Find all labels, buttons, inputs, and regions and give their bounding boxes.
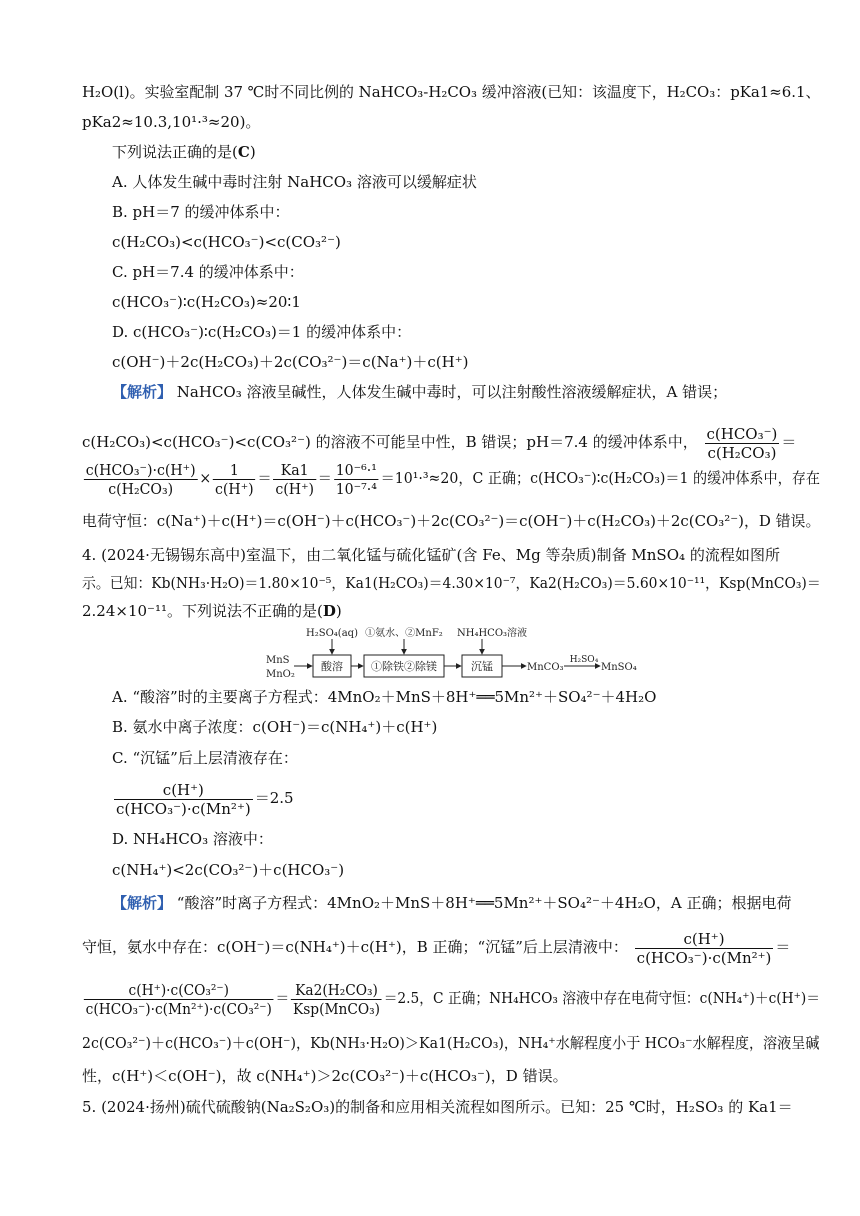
q4-analysis-line-5: 性，c(H⁺)＜c(OH⁻)，故 c(NH₄⁺)＞2c(CO₃²⁻)＋c(HCO₃⁻)，D 错误。 — [82, 1067, 568, 1085]
fraction-denominator: Ksp(MnCO₃) — [292, 999, 381, 1018]
q3-analysis-text-2: c(H₂CO₃)<c(HCO₃⁻)<c(CO₃²⁻) 的溶液不可能呈中性，B 错误；pH＝7.4 的缓冲体系中， — [82, 433, 698, 451]
fraction-1 — [84, 461, 198, 498]
q3-option-d-label: D. c(HCO₃⁻)∶c(H₂CO₃)＝1 的缓冲体系中： — [112, 323, 412, 341]
intro-line-2: pKa2≈10.3,10¹·³≈20)。 — [82, 113, 261, 131]
fraction-2 — [291, 981, 382, 1018]
fraction-denominator: c(HCO₃⁻)·c(Mn²⁺) — [116, 799, 251, 818]
flow-box-remove-fe-mg-label: ①除铁②除镁 — [371, 660, 437, 673]
q3-option-c-label: C. pH＝7.4 的缓冲体系中： — [112, 263, 304, 281]
flow-reagent-2: ①氨水、②MnF₂ — [365, 628, 443, 639]
fraction-denominator: c(HCO₃⁻)·c(Mn²⁺)·c(CO₃²⁻) — [85, 999, 272, 1018]
q3-option-b-expr: c(H₂CO₃)<c(HCO₃⁻)<c(CO₃²⁻) — [112, 233, 341, 251]
fraction-numerator: c(H⁺) — [635, 930, 774, 949]
fraction-denominator: c(H₂CO₃) — [108, 479, 174, 498]
q4-option-d-expr: c(NH₄⁺)<2c(CO₃²⁻)＋c(HCO₃⁻) — [112, 861, 345, 879]
q3-stem-suffix: ) — [249, 143, 256, 161]
flow-box-precipitate-mn-label: 沉锰 — [471, 660, 493, 673]
q4-option-c-fraction — [114, 781, 253, 818]
q3-option-d-expr: c(OH⁻)＋2c(H₂CO₃)＋2c(CO₃²⁻)＝c(Na⁺)＋c(H⁺) — [112, 353, 469, 371]
q4-analysis-line-3 — [82, 976, 820, 1020]
q4-answer: D — [322, 602, 336, 620]
fraction-denominator: c(H⁺) — [215, 479, 254, 498]
q4-flow-diagram — [262, 624, 642, 686]
fraction-numerator: c(HCO₃⁻) — [706, 424, 778, 443]
flow-product-mnso4: MnSO₄ — [601, 662, 637, 673]
q3-option-c-expr: c(HCO₃⁻)∶c(H₂CO₃)≈20∶1 — [112, 293, 301, 311]
q4-stem-line-2: 示。已知：Kb(NH₃·H₂O)＝1.80×10⁻⁵，Ka1(H₂CO₃)＝4.30×10⁻⁷，Ka2(H₂CO₃)＝5.60×10⁻¹¹，Ksp(MnCO₃)＝ — [82, 574, 821, 592]
fraction-numerator: Ka1 — [273, 461, 315, 480]
fraction-numerator: 1 — [213, 461, 255, 480]
q3-answer: C — [237, 143, 250, 161]
q4-option-a: A. “酸溶”时的主要离子方程式：4MnO₂＋MnS＋8H⁺══5Mn²⁺＋SO₄²⁻＋4H₂O — [112, 688, 657, 706]
fraction-1 — [84, 981, 274, 1018]
fraction-numerator: c(H⁺) — [114, 781, 253, 800]
q3-stem — [112, 142, 256, 162]
q3-analysis-line-1 — [112, 382, 727, 402]
q4-option-c-expr — [112, 776, 294, 820]
equals-sign: ＝ — [775, 938, 791, 956]
q4-option-c-label: C. “沉锰”后上层清液存在： — [112, 749, 298, 767]
q4-analysis-line-4: 2c(CO₃²⁻)＋c(HCO₃⁻)＋c(OH⁻)，Kb(NH₃·H₂O)＞Ka1(H₂CO₃)，NH₄⁺水解程度小于 HCO₃⁻水解程度，溶液呈碱 — [82, 1034, 820, 1052]
q4-stem-line-1: 4. (2024·无锡锡东高中)室温下，由二氧化锰与硫化锰矿(含 Fe、Mg 等杂质)制备 MnSO₄ 的流程如图所 — [82, 546, 780, 564]
q3-analysis-text-3: ＝10¹·³≈20，C 正确；c(HCO₃⁻)∶c(H₂CO₃)＝1 的缓冲体系中，存在 — [380, 469, 821, 487]
equals-sign: ＝ — [257, 469, 272, 487]
q4-analysis-text-2: 守恒，氨水中存在：c(OH⁻)＝c(NH₄⁺)＋c(H⁺)，B 正确；“沉锰”后上层清液中： — [82, 938, 628, 956]
q4-analysis-line-2 — [82, 925, 790, 969]
q5-stem-line-1: 5. (2024·扬州)硫代硫酸钠(Na₂S₂O₃)的制备和应用相关流程如图所示。已知：25 ℃时，H₂SO₃ 的 Ka1＝ — [82, 1098, 793, 1116]
flow-product-mnco3: MnCO₃ — [527, 662, 564, 673]
fraction-2 — [213, 461, 255, 498]
q4-stem-prefix: 2.24×10⁻¹¹。下列说法不正确的是( — [82, 602, 323, 620]
q4-option-d-label: D. NH₄HCO₃ 溶液中： — [112, 830, 273, 848]
q4-option-c-value: ＝2.5 — [254, 789, 294, 807]
q4-ratio-fraction — [635, 930, 774, 967]
q3-stem-prefix: 下列说法正确的是( — [112, 143, 238, 161]
times-sign: × — [199, 469, 212, 487]
fraction-numerator: c(HCO₃⁻)·c(H⁺) — [85, 460, 196, 479]
q4-stem-suffix: ) — [335, 602, 342, 620]
flow-reagent-3: NH₄HCO₃溶液 — [456, 628, 528, 639]
flow-arrow-label: H₂SO₄ — [569, 655, 599, 665]
fraction-numerator: c(H⁺)·c(CO₃²⁻) — [84, 981, 274, 1000]
q3-analysis-line-3 — [82, 456, 820, 500]
flow-input-mno2: MnO₂ — [266, 669, 295, 680]
equals-sign: ＝ — [781, 433, 797, 451]
q3-option-a: A. 人体发生碱中毒时注射 NaHCO₃ 溶液可以缓解症状 — [112, 173, 477, 191]
fraction-3 — [273, 461, 315, 498]
q4-option-b: B. 氨水中离子浓度：c(OH⁻)＝c(NH₄⁺)＋c(H⁺) — [112, 718, 438, 736]
flow-reagent-1: H₂SO₄(aq) — [306, 628, 358, 639]
q3-analysis-line-4: 电荷守恒：c(Na⁺)＋c(H⁺)＝c(OH⁻)＋c(HCO₃⁻)＋2c(CO₃²⁻)＝c(OH⁻)＋c(H₂CO₃)＋2c(CO₃²⁻)，D 错误。 — [82, 512, 821, 530]
q3-analysis-text-1: NaHCO₃ 溶液呈碱性，人体发生碱中毒时，可以注射酸性溶液缓解症状，A 错误； — [176, 383, 728, 401]
fraction-numerator: Ka2(H₂CO₃) — [291, 981, 382, 1000]
fraction-denominator: c(H₂CO₃) — [707, 443, 777, 462]
fraction-4 — [334, 461, 379, 498]
equals-sign: ＝ — [275, 989, 290, 1007]
q4-analysis-text-1: “酸溶”时离子方程式：4MnO₂＋MnS＋8H⁺══5Mn²⁺＋SO₄²⁻＋4H₂O，A 正确；根据电荷 — [176, 894, 792, 912]
flow-input-mns: MnS — [266, 655, 290, 666]
fraction-numerator: 10⁻⁶·¹ — [335, 460, 377, 479]
flow-box-acid-dissolve-label: 酸溶 — [321, 660, 343, 673]
q4-stem-line-3 — [82, 601, 342, 621]
fraction-denominator: c(HCO₃⁻)·c(Mn²⁺) — [636, 948, 772, 967]
intro-line-1: H₂O(l)。实验室配制 37 ℃时不同比例的 NaHCO₃-H₂CO₃ 缓冲溶液(已知：该温度下，H₂CO₃：pKa1≈6.1、 — [82, 83, 821, 101]
fraction-denominator: 10⁻⁷·⁴ — [335, 479, 377, 498]
fraction-denominator: c(H⁺) — [275, 479, 315, 498]
q3-analysis-label: 【解析】 — [112, 383, 173, 401]
q4-analysis-label: 【解析】 — [112, 894, 173, 912]
q4-analysis-line-1 — [112, 893, 791, 913]
q3-option-b-label: B. pH＝7 的缓冲体系中： — [112, 203, 290, 221]
q4-analysis-text-3: ＝2.5，C 正确；NH₄HCO₃ 溶液中存在电荷守恒：c(NH₄⁺)＋c(H⁺)＝ — [383, 989, 820, 1007]
equals-sign: ＝ — [317, 469, 332, 487]
